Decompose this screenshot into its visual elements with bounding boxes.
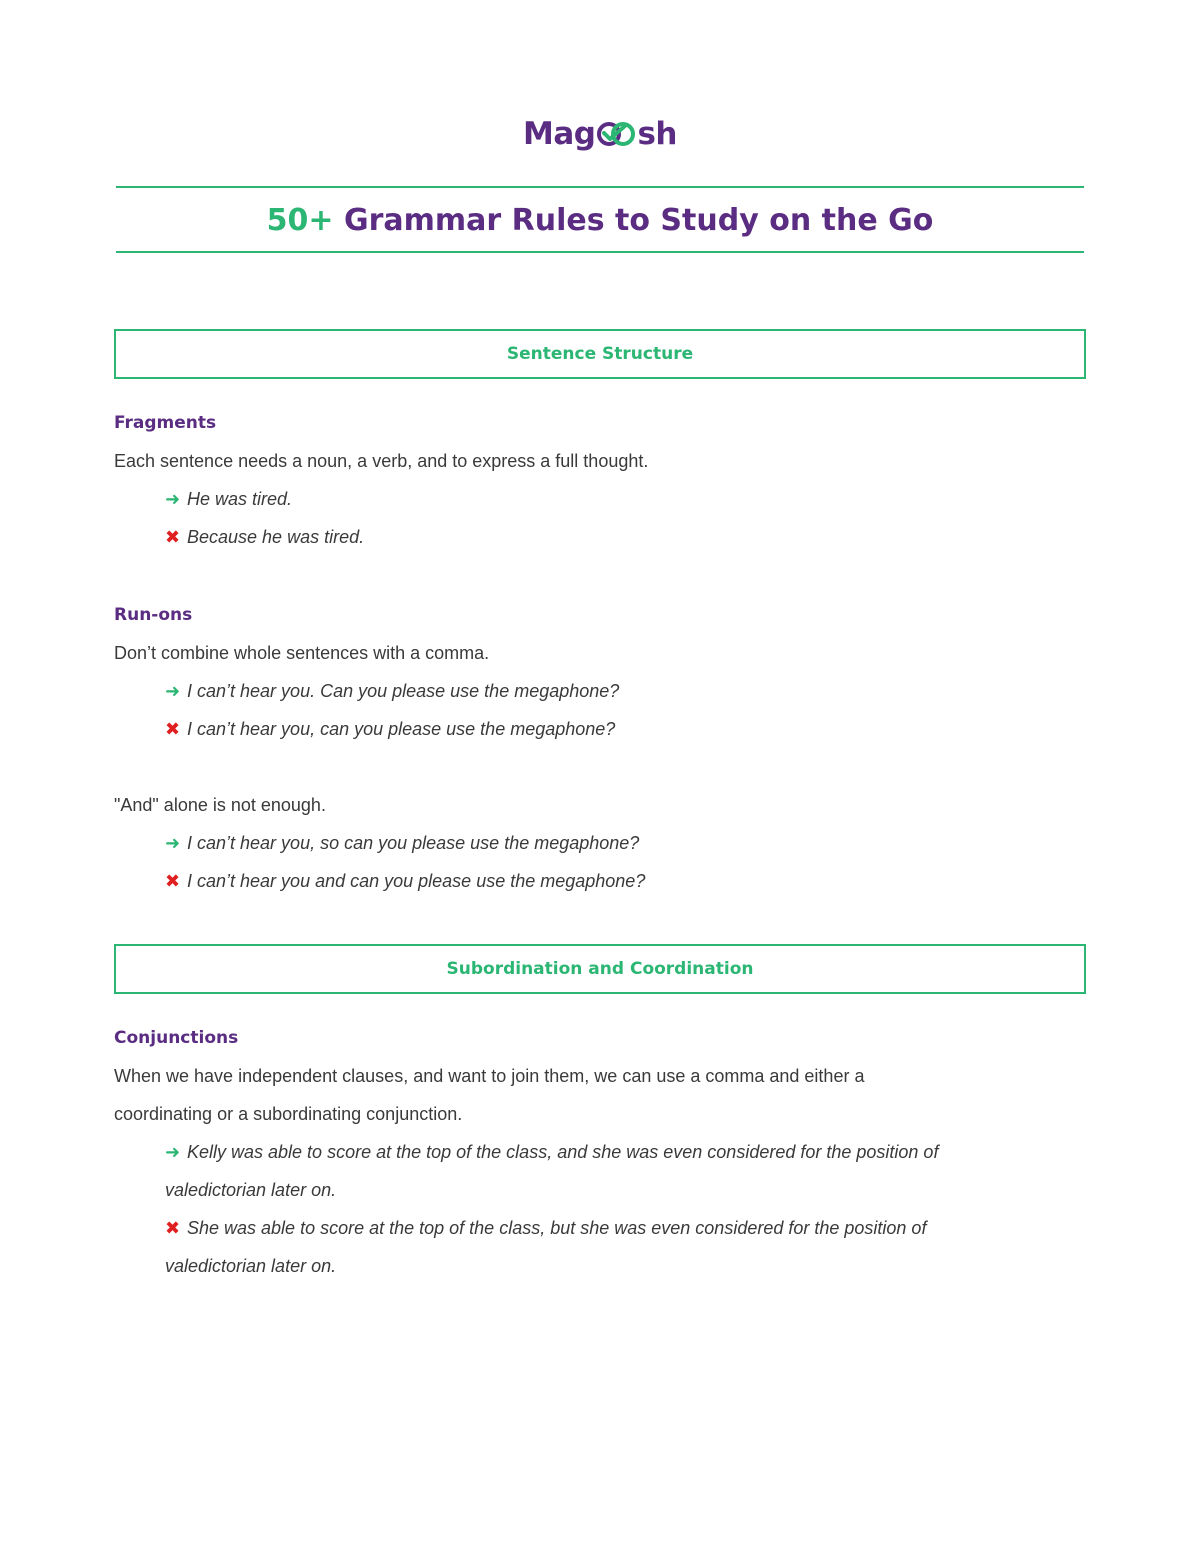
arrow-right-icon: ➜ <box>165 833 181 853</box>
example-correct-continued: valedictorian later on. <box>165 1180 337 1200</box>
example-incorrect <box>165 518 1095 556</box>
section-header-subordination-coordination <box>114 944 1086 994</box>
title-text: Grammar Rules to Study on the Go <box>333 203 934 238</box>
example-incorrect <box>165 1209 1095 1247</box>
logo-text-start: Mag <box>523 116 596 152</box>
example-correct <box>165 824 1095 862</box>
example-text: He was tired. <box>187 489 293 509</box>
magoosh-logo <box>0 112 1200 160</box>
cross-icon: ✖ <box>165 719 181 739</box>
title-rule-bottom <box>116 251 1084 253</box>
example-correct <box>165 480 1095 518</box>
arrow-right-icon: ➜ <box>165 489 181 509</box>
rule-text: Don’t combine whole sentences with a comma. <box>114 643 490 663</box>
arrow-right-icon: ➜ <box>165 681 181 701</box>
cross-icon: ✖ <box>165 527 181 547</box>
example-text: I can’t hear you. Can you please use the megaphone? <box>187 681 620 701</box>
example-text: Kelly was able to score at the top of the class, and she was even considered for the position of <box>187 1142 939 1162</box>
rule-text-line-1: When we have independent clauses, and want to join them, we can use a comma and either a <box>114 1066 865 1086</box>
example-incorrect-continued: valedictorian later on. <box>165 1256 337 1276</box>
cross-icon: ✖ <box>165 871 181 891</box>
section-label: Sentence Structure <box>506 344 694 364</box>
rule-text: "And" alone is not enough. <box>114 795 326 815</box>
example-correct <box>165 672 1095 710</box>
title-accent: 50+ <box>266 203 334 238</box>
example-incorrect <box>165 862 1095 900</box>
example-text: Because he was tired. <box>187 527 365 547</box>
rule-heading-run-ons: Run-ons <box>114 605 193 625</box>
logo-text-end: sh <box>637 116 677 152</box>
rule-heading-fragments: Fragments <box>114 413 217 433</box>
rule-text-line-2: coordinating or a subordinating conjunction. <box>114 1104 463 1124</box>
example-text: I can’t hear you, can you please use the megaphone? <box>187 719 616 739</box>
example-text: I can’t hear you and can you please use the megaphone? <box>187 871 646 891</box>
example-text: I can’t hear you, so can you please use the megaphone? <box>187 833 640 853</box>
arrow-right-icon: ➜ <box>165 1142 181 1162</box>
rule-text: Each sentence needs a noun, a verb, and to express a full thought. <box>114 451 649 471</box>
cross-icon: ✖ <box>165 1218 181 1238</box>
section-label: Subordination and Coordination <box>446 959 754 979</box>
page-title <box>0 200 1200 242</box>
section-header-sentence-structure <box>114 329 1086 379</box>
example-correct <box>165 1133 1095 1171</box>
logo-check-icon <box>596 116 636 160</box>
example-incorrect <box>165 710 1095 748</box>
title-rule-top <box>116 186 1084 188</box>
rule-heading-conjunctions: Conjunctions <box>114 1028 239 1048</box>
example-text: She was able to score at the top of the class, but she was even considered for the position of <box>187 1218 927 1238</box>
